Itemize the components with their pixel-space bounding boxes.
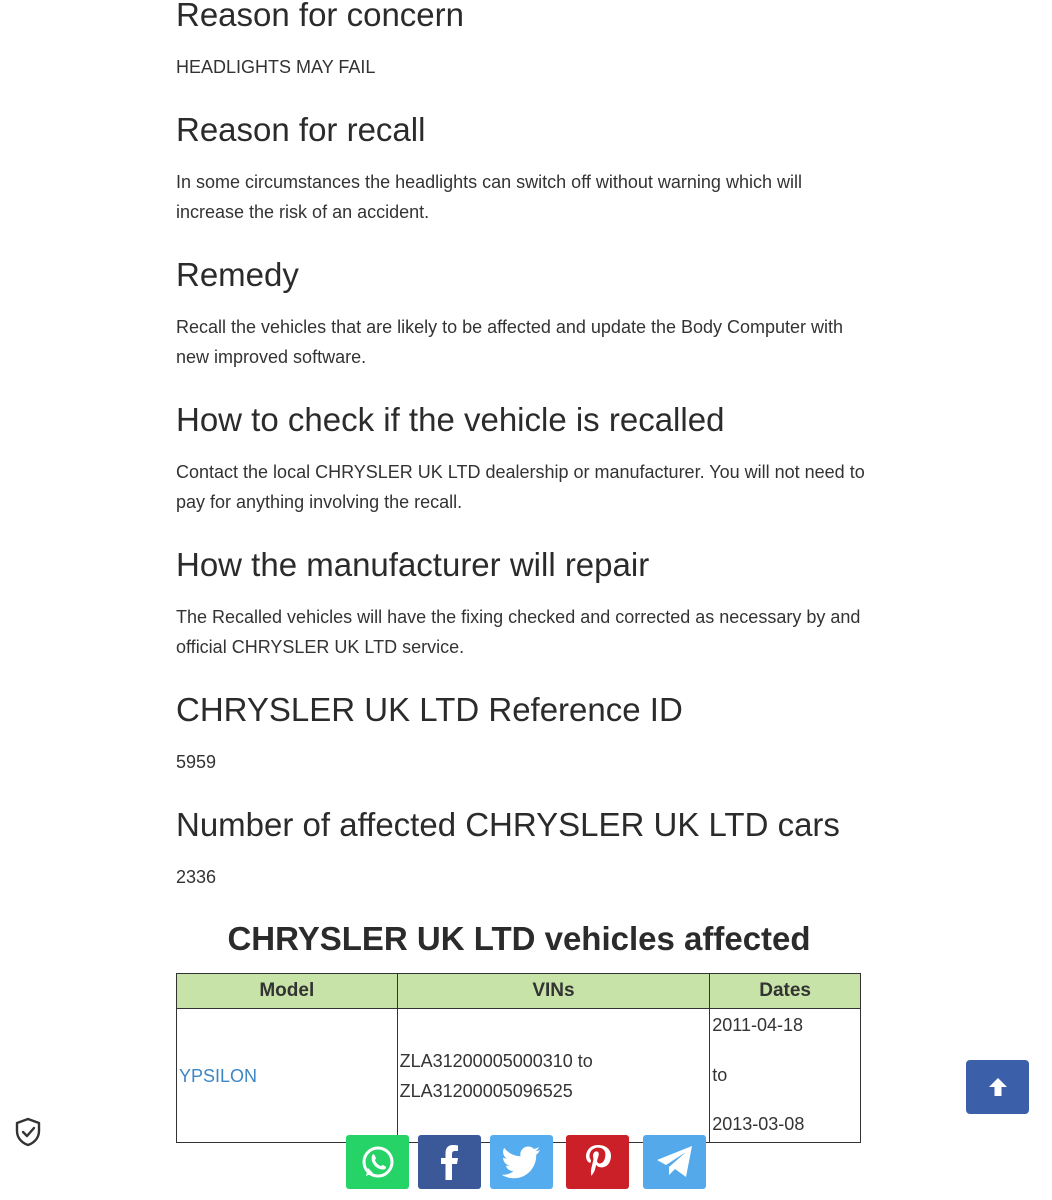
- facebook-share-button[interactable]: [418, 1135, 481, 1189]
- dates-cell: [710, 1009, 861, 1143]
- text-reason-for-concern: HEADLIGHTS MAY FAIL: [176, 57, 376, 77]
- column-header-dates: Dates: [710, 974, 861, 1009]
- scroll-to-top-button[interactable]: [966, 1060, 1029, 1114]
- text-remedy: Recall the vehicles that are likely to be affected and update the Body Computer with new improved software.: [176, 317, 844, 367]
- heading-how-to-repair: How the manufacturer will repair: [176, 546, 650, 583]
- arrow-up-icon: [987, 1076, 1009, 1098]
- heading-how-to-check: How to check if the vehicle is recalled: [176, 401, 725, 438]
- whatsapp-share-button[interactable]: [346, 1135, 409, 1189]
- facebook-icon: [435, 1142, 465, 1182]
- heading-reference-id: CHRYSLER UK LTD Reference ID: [176, 691, 683, 728]
- date-start: 2011-04-18: [712, 1015, 803, 1035]
- column-header-model: Model: [177, 974, 398, 1009]
- vehicles-table-title: CHRYSLER UK LTD vehicles affected: [227, 920, 811, 957]
- heading-remedy: Remedy: [176, 256, 299, 293]
- text-how-to-check: Contact the local CHRYSLER UK LTD dealership or manufacturer. You will not need to pay for anything involving the recall.: [176, 462, 865, 512]
- heading-reason-for-concern: Reason for concern: [176, 0, 464, 33]
- column-header-vins: VINs: [397, 974, 710, 1009]
- date-end: 2013-03-08: [712, 1114, 805, 1134]
- table-header-row: [177, 974, 861, 1009]
- whatsapp-icon: [358, 1142, 398, 1182]
- telegram-icon: [655, 1144, 695, 1180]
- pinterest-icon: [583, 1142, 613, 1182]
- text-how-to-repair: The Recalled vehicles will have the fixing checked and corrected as necessary by and official CHRYSLER UK LTD service.: [176, 607, 861, 657]
- text-affected-count: 2336: [176, 867, 217, 887]
- heading-affected-count: Number of affected CHRYSLER UK LTD cars: [176, 806, 840, 843]
- vins-cell: ZLA31200005000310 to ZLA31200005096525: [397, 1009, 710, 1143]
- twitter-icon: [502, 1144, 542, 1180]
- model-cell: [177, 1009, 398, 1143]
- heading-reason-for-recall: Reason for recall: [176, 111, 426, 148]
- table-row: [177, 1009, 861, 1143]
- model-link[interactable]: YPSILON: [179, 1065, 258, 1086]
- date-to: to: [712, 1065, 728, 1085]
- telegram-share-button[interactable]: [643, 1135, 706, 1189]
- privacy-shield-icon[interactable]: [14, 1117, 42, 1147]
- pinterest-share-button[interactable]: [566, 1135, 629, 1189]
- text-reason-for-recall: In some circumstances the headlights can switch off without warning which will increase the risk of an accident.: [176, 172, 802, 222]
- vehicles-table: [176, 973, 861, 1143]
- text-reference-id: 5959: [176, 752, 217, 772]
- twitter-share-button[interactable]: [490, 1135, 553, 1189]
